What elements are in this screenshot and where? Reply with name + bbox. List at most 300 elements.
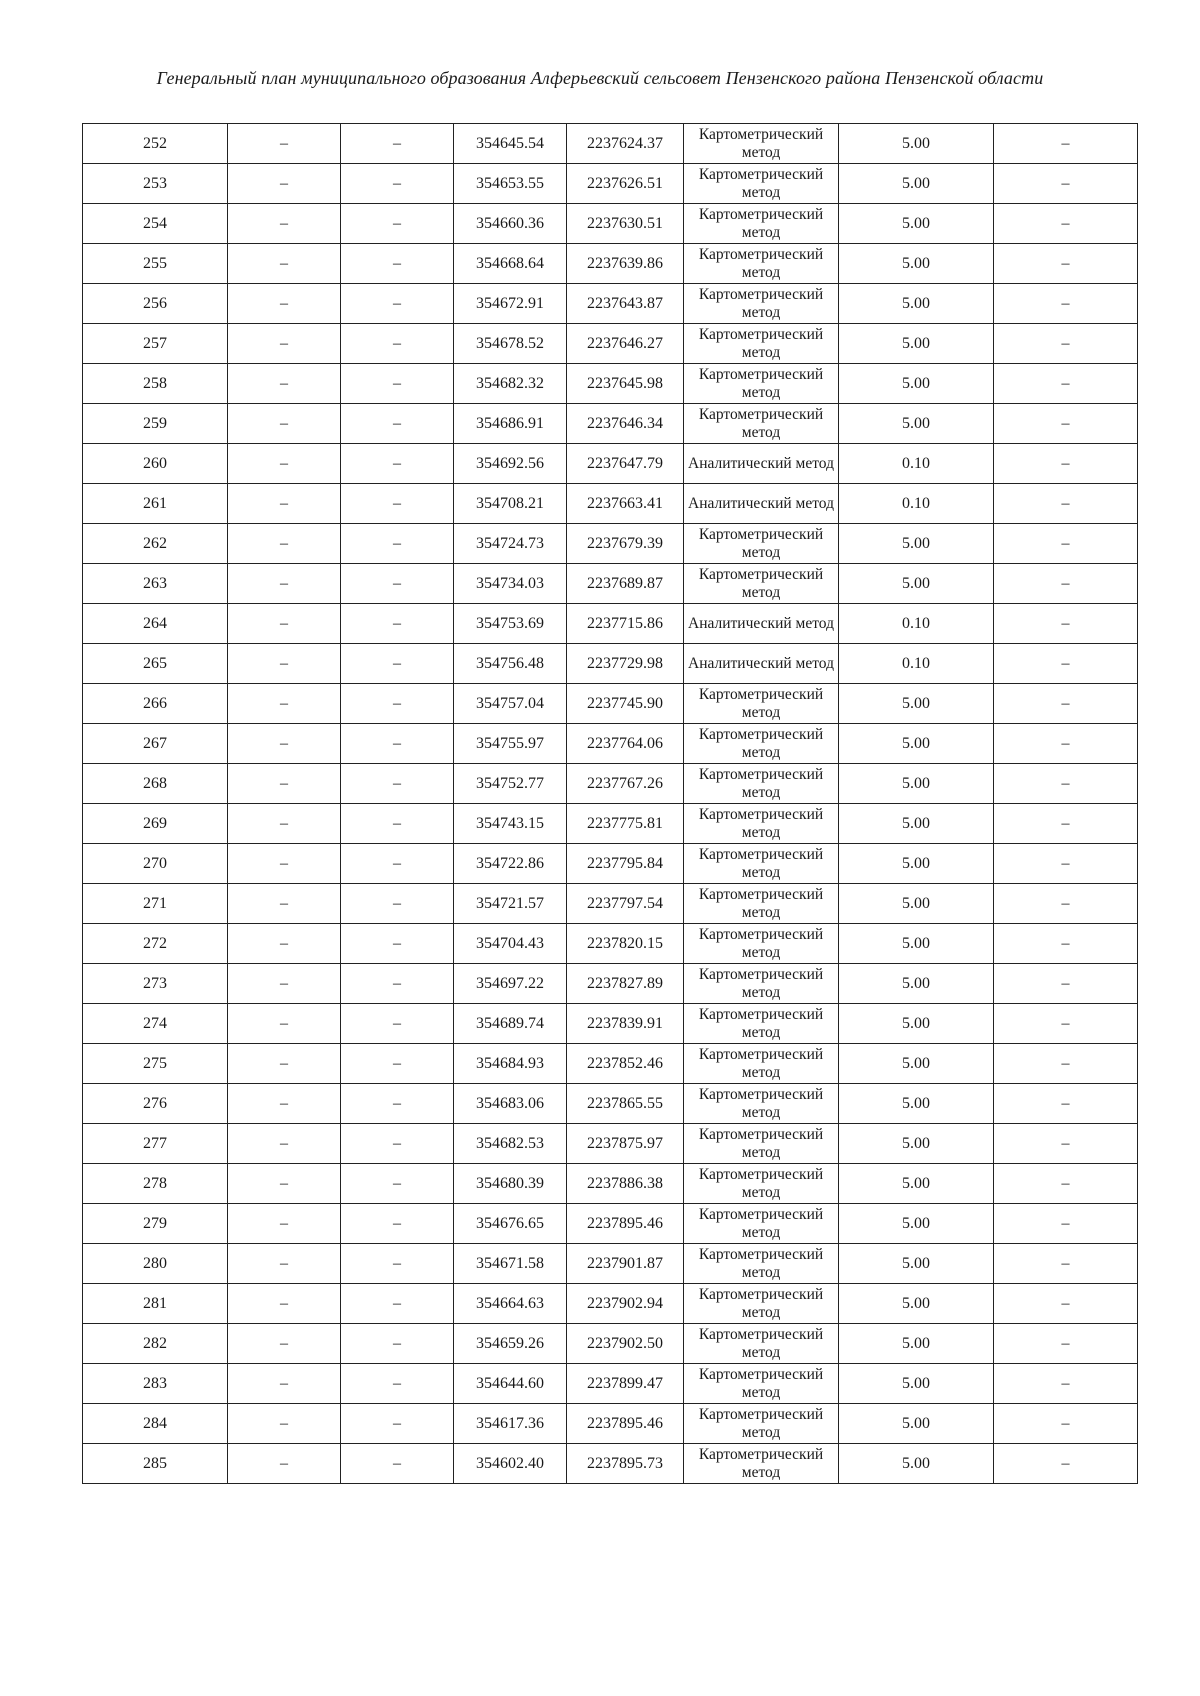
method-cell: Картометрический метод (684, 804, 839, 844)
x-coordinate-cell: 354743.15 (454, 804, 567, 844)
page-header-title: Генеральный план муниципального образования Алферьевский сельсовет Пензенского района Пензенской области (156, 68, 1044, 88)
method-cell: Картометрический метод (684, 1204, 839, 1244)
old-y-cell: – (341, 1084, 454, 1124)
point-number-cell: 255 (83, 244, 228, 284)
point-number-cell: 263 (83, 564, 228, 604)
table-row (83, 1124, 1138, 1164)
accuracy-cell: 5.00 (839, 1084, 994, 1124)
method-cell: Картометрический метод (684, 884, 839, 924)
y-coordinate-cell: 2237679.39 (567, 524, 684, 564)
old-y-cell: – (341, 124, 454, 164)
coordinates-table-body (83, 124, 1138, 1484)
point-number-cell: 270 (83, 844, 228, 884)
old-y-cell: – (341, 1044, 454, 1084)
y-coordinate-cell: 2237663.41 (567, 484, 684, 524)
x-coordinate-cell: 354721.57 (454, 884, 567, 924)
x-coordinate-cell: 354724.73 (454, 524, 567, 564)
old-y-cell: – (341, 1324, 454, 1364)
point-number-cell: 253 (83, 164, 228, 204)
point-number-cell: 264 (83, 604, 228, 644)
y-coordinate-cell: 2237795.84 (567, 844, 684, 884)
table-row (83, 884, 1138, 924)
note-cell: – (994, 1364, 1138, 1404)
accuracy-cell: 5.00 (839, 1324, 994, 1364)
y-coordinate-cell: 2237645.98 (567, 364, 684, 404)
table-row (83, 364, 1138, 404)
point-number-cell: 258 (83, 364, 228, 404)
old-x-cell: – (228, 884, 341, 924)
method-cell: Картометрический метод (684, 964, 839, 1004)
old-y-cell: – (341, 1284, 454, 1324)
accuracy-cell: 5.00 (839, 1004, 994, 1044)
method-cell: Картометрический метод (684, 1244, 839, 1284)
y-coordinate-cell: 2237764.06 (567, 724, 684, 764)
old-x-cell: – (228, 1124, 341, 1164)
method-cell: Картометрический метод (684, 1004, 839, 1044)
table-row (83, 204, 1138, 244)
x-coordinate-cell: 354682.53 (454, 1124, 567, 1164)
old-x-cell: – (228, 1404, 341, 1444)
method-cell: Аналитический метод (684, 484, 839, 524)
x-coordinate-cell: 354653.55 (454, 164, 567, 204)
old-y-cell: – (341, 524, 454, 564)
y-coordinate-cell: 2237646.27 (567, 324, 684, 364)
note-cell: – (994, 1164, 1138, 1204)
accuracy-cell: 5.00 (839, 684, 994, 724)
old-y-cell: – (341, 644, 454, 684)
method-cell: Картометрический метод (684, 1364, 839, 1404)
old-y-cell: – (341, 284, 454, 324)
table-row (83, 1044, 1138, 1084)
old-x-cell: – (228, 324, 341, 364)
method-cell: Картометрический метод (684, 924, 839, 964)
method-cell: Картометрический метод (684, 404, 839, 444)
note-cell: – (994, 924, 1138, 964)
point-number-cell: 282 (83, 1324, 228, 1364)
old-x-cell: – (228, 124, 341, 164)
point-number-cell: 274 (83, 1004, 228, 1044)
old-y-cell: – (341, 1444, 454, 1484)
y-coordinate-cell: 2237715.86 (567, 604, 684, 644)
method-cell: Картометрический метод (684, 844, 839, 884)
old-y-cell: – (341, 884, 454, 924)
y-coordinate-cell: 2237630.51 (567, 204, 684, 244)
accuracy-cell: 5.00 (839, 884, 994, 924)
accuracy-cell: 5.00 (839, 1124, 994, 1164)
old-x-cell: – (228, 604, 341, 644)
old-y-cell: – (341, 1244, 454, 1284)
old-x-cell: – (228, 1244, 341, 1284)
table-row (83, 724, 1138, 764)
accuracy-cell: 5.00 (839, 804, 994, 844)
x-coordinate-cell: 354682.32 (454, 364, 567, 404)
accuracy-cell: 5.00 (839, 284, 994, 324)
method-cell: Картометрический метод (684, 364, 839, 404)
method-cell: Картометрический метод (684, 1124, 839, 1164)
old-y-cell: – (341, 804, 454, 844)
note-cell: – (994, 364, 1138, 404)
note-cell: – (994, 564, 1138, 604)
note-cell: – (994, 244, 1138, 284)
accuracy-cell: 5.00 (839, 244, 994, 284)
old-x-cell: – (228, 644, 341, 684)
note-cell: – (994, 124, 1138, 164)
accuracy-cell: 5.00 (839, 1364, 994, 1404)
method-cell: Аналитический метод (684, 444, 839, 484)
accuracy-cell: 5.00 (839, 324, 994, 364)
table-row (83, 1404, 1138, 1444)
note-cell: – (994, 764, 1138, 804)
y-coordinate-cell: 2237902.50 (567, 1324, 684, 1364)
accuracy-cell: 5.00 (839, 564, 994, 604)
old-y-cell: – (341, 1124, 454, 1164)
x-coordinate-cell: 354755.97 (454, 724, 567, 764)
point-number-cell: 284 (83, 1404, 228, 1444)
point-number-cell: 267 (83, 724, 228, 764)
table-row (83, 564, 1138, 604)
old-x-cell: – (228, 364, 341, 404)
point-number-cell: 276 (83, 1084, 228, 1124)
note-cell: – (994, 164, 1138, 204)
point-number-cell: 271 (83, 884, 228, 924)
old-y-cell: – (341, 764, 454, 804)
old-x-cell: – (228, 724, 341, 764)
note-cell: – (994, 1204, 1138, 1244)
table-row (83, 804, 1138, 844)
x-coordinate-cell: 354664.63 (454, 1284, 567, 1324)
x-coordinate-cell: 354678.52 (454, 324, 567, 364)
method-cell: Аналитический метод (684, 604, 839, 644)
method-cell: Картометрический метод (684, 1324, 839, 1364)
old-y-cell: – (341, 604, 454, 644)
table-row (83, 524, 1138, 564)
accuracy-cell: 5.00 (839, 844, 994, 884)
old-y-cell: – (341, 164, 454, 204)
point-number-cell: 254 (83, 204, 228, 244)
table-row (83, 1204, 1138, 1244)
old-x-cell: – (228, 204, 341, 244)
table-row (83, 324, 1138, 364)
x-coordinate-cell: 354644.60 (454, 1364, 567, 1404)
x-coordinate-cell: 354676.65 (454, 1204, 567, 1244)
method-cell: Картометрический метод (684, 1044, 839, 1084)
x-coordinate-cell: 354617.36 (454, 1404, 567, 1444)
y-coordinate-cell: 2237626.51 (567, 164, 684, 204)
point-number-cell: 265 (83, 644, 228, 684)
point-number-cell: 261 (83, 484, 228, 524)
old-x-cell: – (228, 284, 341, 324)
table-row (83, 1444, 1138, 1484)
note-cell: – (994, 724, 1138, 764)
table-row (83, 964, 1138, 1004)
accuracy-cell: 5.00 (839, 924, 994, 964)
old-x-cell: – (228, 1044, 341, 1084)
old-x-cell: – (228, 244, 341, 284)
old-y-cell: – (341, 1364, 454, 1404)
old-y-cell: – (341, 564, 454, 604)
note-cell: – (994, 1124, 1138, 1164)
accuracy-cell: 5.00 (839, 1044, 994, 1084)
y-coordinate-cell: 2237646.34 (567, 404, 684, 444)
note-cell: – (994, 284, 1138, 324)
y-coordinate-cell: 2237775.81 (567, 804, 684, 844)
y-coordinate-cell: 2237624.37 (567, 124, 684, 164)
accuracy-cell: 5.00 (839, 1444, 994, 1484)
point-number-cell: 268 (83, 764, 228, 804)
x-coordinate-cell: 354672.91 (454, 284, 567, 324)
y-coordinate-cell: 2237689.87 (567, 564, 684, 604)
table-row (83, 644, 1138, 684)
point-number-cell: 269 (83, 804, 228, 844)
note-cell: – (994, 524, 1138, 564)
old-x-cell: – (228, 1164, 341, 1204)
y-coordinate-cell: 2237895.46 (567, 1204, 684, 1244)
x-coordinate-cell: 354697.22 (454, 964, 567, 1004)
accuracy-cell: 5.00 (839, 724, 994, 764)
old-y-cell: – (341, 844, 454, 884)
accuracy-cell: 0.10 (839, 604, 994, 644)
table-row (83, 284, 1138, 324)
table-row (83, 444, 1138, 484)
x-coordinate-cell: 354752.77 (454, 764, 567, 804)
old-x-cell: – (228, 564, 341, 604)
table-row (83, 684, 1138, 724)
y-coordinate-cell: 2237875.97 (567, 1124, 684, 1164)
method-cell: Картометрический метод (684, 1084, 839, 1124)
y-coordinate-cell: 2237852.46 (567, 1044, 684, 1084)
old-y-cell: – (341, 724, 454, 764)
accuracy-cell: 0.10 (839, 444, 994, 484)
note-cell: – (994, 1084, 1138, 1124)
note-cell: – (994, 1444, 1138, 1484)
y-coordinate-cell: 2237647.79 (567, 444, 684, 484)
old-y-cell: – (341, 204, 454, 244)
y-coordinate-cell: 2237895.46 (567, 1404, 684, 1444)
point-number-cell: 272 (83, 924, 228, 964)
point-number-cell: 260 (83, 444, 228, 484)
method-cell: Картометрический метод (684, 244, 839, 284)
accuracy-cell: 5.00 (839, 364, 994, 404)
table-row (83, 1164, 1138, 1204)
y-coordinate-cell: 2237797.54 (567, 884, 684, 924)
method-cell: Картометрический метод (684, 284, 839, 324)
y-coordinate-cell: 2237839.91 (567, 1004, 684, 1044)
old-y-cell: – (341, 444, 454, 484)
point-number-cell: 281 (83, 1284, 228, 1324)
table-row (83, 764, 1138, 804)
old-y-cell: – (341, 1204, 454, 1244)
old-x-cell: – (228, 924, 341, 964)
old-x-cell: – (228, 524, 341, 564)
y-coordinate-cell: 2237767.26 (567, 764, 684, 804)
x-coordinate-cell: 354602.40 (454, 1444, 567, 1484)
note-cell: – (994, 324, 1138, 364)
old-y-cell: – (341, 964, 454, 1004)
point-number-cell: 257 (83, 324, 228, 364)
y-coordinate-cell: 2237820.15 (567, 924, 684, 964)
method-cell: Картометрический метод (684, 164, 839, 204)
coordinates-table-wrapper (82, 123, 1137, 1484)
table-row (83, 164, 1138, 204)
point-number-cell: 280 (83, 1244, 228, 1284)
note-cell: – (994, 964, 1138, 1004)
note-cell: – (994, 684, 1138, 724)
table-row (83, 1284, 1138, 1324)
old-x-cell: – (228, 964, 341, 1004)
table-row (83, 124, 1138, 164)
x-coordinate-cell: 354689.74 (454, 1004, 567, 1044)
method-cell: Картометрический метод (684, 124, 839, 164)
point-number-cell: 278 (83, 1164, 228, 1204)
x-coordinate-cell: 354756.48 (454, 644, 567, 684)
method-cell: Картометрический метод (684, 324, 839, 364)
y-coordinate-cell: 2237895.73 (567, 1444, 684, 1484)
old-y-cell: – (341, 364, 454, 404)
method-cell: Картометрический метод (684, 524, 839, 564)
method-cell: Картометрический метод (684, 564, 839, 604)
table-row (83, 1244, 1138, 1284)
y-coordinate-cell: 2237886.38 (567, 1164, 684, 1204)
x-coordinate-cell: 354668.64 (454, 244, 567, 284)
accuracy-cell: 5.00 (839, 964, 994, 1004)
old-x-cell: – (228, 1364, 341, 1404)
old-y-cell: – (341, 684, 454, 724)
old-x-cell: – (228, 444, 341, 484)
y-coordinate-cell: 2237865.55 (567, 1084, 684, 1124)
x-coordinate-cell: 354734.03 (454, 564, 567, 604)
x-coordinate-cell: 354645.54 (454, 124, 567, 164)
old-y-cell: – (341, 404, 454, 444)
note-cell: – (994, 604, 1138, 644)
x-coordinate-cell: 354659.26 (454, 1324, 567, 1364)
x-coordinate-cell: 354671.58 (454, 1244, 567, 1284)
table-row (83, 1084, 1138, 1124)
table-row (83, 404, 1138, 444)
method-cell: Картометрический метод (684, 724, 839, 764)
note-cell: – (994, 444, 1138, 484)
method-cell: Картометрический метод (684, 204, 839, 244)
y-coordinate-cell: 2237639.86 (567, 244, 684, 284)
table-row (83, 844, 1138, 884)
point-number-cell: 275 (83, 1044, 228, 1084)
accuracy-cell: 5.00 (839, 764, 994, 804)
table-row (83, 924, 1138, 964)
old-x-cell: – (228, 1084, 341, 1124)
table-row (83, 1004, 1138, 1044)
old-y-cell: – (341, 1164, 454, 1204)
point-number-cell: 273 (83, 964, 228, 1004)
accuracy-cell: 5.00 (839, 1284, 994, 1324)
note-cell: – (994, 484, 1138, 524)
note-cell: – (994, 1044, 1138, 1084)
accuracy-cell: 5.00 (839, 124, 994, 164)
x-coordinate-cell: 354753.69 (454, 604, 567, 644)
old-x-cell: – (228, 1284, 341, 1324)
accuracy-cell: 5.00 (839, 1244, 994, 1284)
method-cell: Картометрический метод (684, 1284, 839, 1324)
old-x-cell: – (228, 404, 341, 444)
x-coordinate-cell: 354692.56 (454, 444, 567, 484)
x-coordinate-cell: 354757.04 (454, 684, 567, 724)
x-coordinate-cell: 354680.39 (454, 1164, 567, 1204)
point-number-cell: 285 (83, 1444, 228, 1484)
table-row (83, 1324, 1138, 1364)
note-cell: – (994, 804, 1138, 844)
note-cell: – (994, 1324, 1138, 1364)
old-x-cell: – (228, 1444, 341, 1484)
x-coordinate-cell: 354684.93 (454, 1044, 567, 1084)
old-y-cell: – (341, 324, 454, 364)
y-coordinate-cell: 2237729.98 (567, 644, 684, 684)
accuracy-cell: 0.10 (839, 484, 994, 524)
note-cell: – (994, 644, 1138, 684)
note-cell: – (994, 844, 1138, 884)
old-y-cell: – (341, 484, 454, 524)
table-row (83, 604, 1138, 644)
x-coordinate-cell: 354683.06 (454, 1084, 567, 1124)
accuracy-cell: 5.00 (839, 404, 994, 444)
x-coordinate-cell: 354722.86 (454, 844, 567, 884)
point-number-cell: 252 (83, 124, 228, 164)
y-coordinate-cell: 2237827.89 (567, 964, 684, 1004)
old-x-cell: – (228, 684, 341, 724)
point-number-cell: 277 (83, 1124, 228, 1164)
old-x-cell: – (228, 484, 341, 524)
x-coordinate-cell: 354704.43 (454, 924, 567, 964)
old-y-cell: – (341, 244, 454, 284)
note-cell: – (994, 1004, 1138, 1044)
accuracy-cell: 0.10 (839, 644, 994, 684)
note-cell: – (994, 884, 1138, 924)
table-row (83, 1364, 1138, 1404)
method-cell: Картометрический метод (684, 764, 839, 804)
note-cell: – (994, 1244, 1138, 1284)
accuracy-cell: 5.00 (839, 204, 994, 244)
point-number-cell: 279 (83, 1204, 228, 1244)
method-cell: Аналитический метод (684, 644, 839, 684)
coordinates-table (82, 123, 1138, 1484)
point-number-cell: 266 (83, 684, 228, 724)
method-cell: Картометрический метод (684, 1404, 839, 1444)
x-coordinate-cell: 354686.91 (454, 404, 567, 444)
note-cell: – (994, 404, 1138, 444)
y-coordinate-cell: 2237643.87 (567, 284, 684, 324)
y-coordinate-cell: 2237899.47 (567, 1364, 684, 1404)
old-x-cell: – (228, 1324, 341, 1364)
point-number-cell: 262 (83, 524, 228, 564)
old-x-cell: – (228, 844, 341, 884)
old-y-cell: – (341, 924, 454, 964)
note-cell: – (994, 1404, 1138, 1444)
table-row (83, 244, 1138, 284)
old-y-cell: – (341, 1404, 454, 1444)
accuracy-cell: 5.00 (839, 1204, 994, 1244)
method-cell: Картометрический метод (684, 1444, 839, 1484)
point-number-cell: 283 (83, 1364, 228, 1404)
method-cell: Картометрический метод (684, 1164, 839, 1204)
point-number-cell: 256 (83, 284, 228, 324)
accuracy-cell: 5.00 (839, 1404, 994, 1444)
accuracy-cell: 5.00 (839, 1164, 994, 1204)
accuracy-cell: 5.00 (839, 164, 994, 204)
note-cell: – (994, 1284, 1138, 1324)
point-number-cell: 259 (83, 404, 228, 444)
y-coordinate-cell: 2237901.87 (567, 1244, 684, 1284)
note-cell: – (994, 204, 1138, 244)
old-x-cell: – (228, 1204, 341, 1244)
table-row (83, 484, 1138, 524)
old-x-cell: – (228, 164, 341, 204)
